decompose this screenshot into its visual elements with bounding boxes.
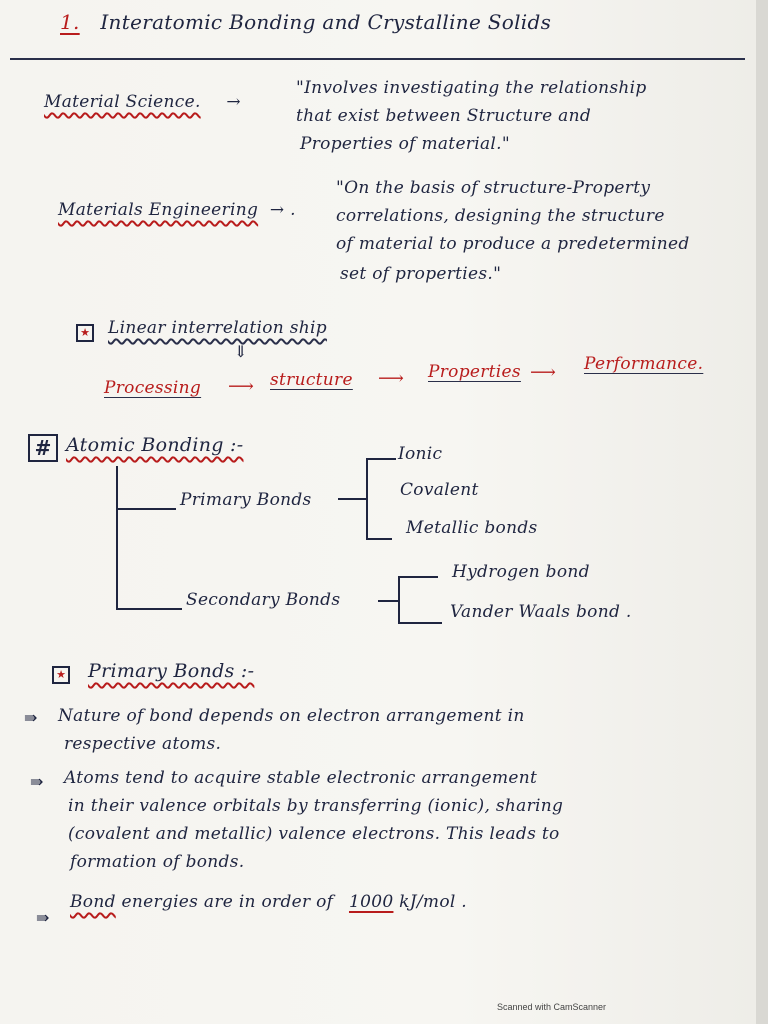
chain-item <box>104 378 201 398</box>
chain-arrow-icon: ⟶ <box>228 376 254 397</box>
bracket-tick <box>366 458 396 460</box>
point-line: formation of bonds. <box>70 852 245 872</box>
primary-item: Metallic bonds <box>406 518 538 538</box>
term-arrow: → <box>226 92 241 112</box>
bullet-arrow-icon: ⇛ <box>30 772 44 791</box>
definition-line: correlations, designing the structure <box>336 206 665 226</box>
point-line: in their valence orbitals by transferring (ionic), sharing <box>68 796 564 816</box>
primary-bracket <box>366 458 368 540</box>
term-materials-engineering <box>58 200 296 220</box>
chain-arrow-icon: ⟶ <box>530 362 556 383</box>
title-divider <box>10 58 745 60</box>
bracket-tick <box>366 538 392 540</box>
scanner-watermark: Scanned with CamScanner <box>497 1002 607 1012</box>
chain-item <box>584 354 703 374</box>
bond-energy-line <box>70 892 467 912</box>
bond-energy-prefix: Bond <box>70 892 116 912</box>
secondary-bracket <box>398 576 400 624</box>
term-material-science <box>44 92 241 112</box>
bond-energy-unit: kJ/mol . <box>399 892 468 912</box>
chain-arrow-icon: ⟶ <box>378 368 404 389</box>
chain-structure: structure <box>270 370 353 390</box>
term-label: Material Science. <box>44 92 201 112</box>
chain-item <box>428 362 521 382</box>
linear-heading: Linear interrelation ship <box>108 318 327 338</box>
bond-energy-text: energies are in order of <box>121 892 334 912</box>
title-text: Interatomic Bonding and Crystalline Solids <box>100 10 552 34</box>
bullet-arrow-icon: ⇛ <box>36 908 50 927</box>
star-box-icon: ★ <box>76 324 94 342</box>
definition-line: "On the basis of structure-Property <box>336 178 651 198</box>
definition-line: Properties of material." <box>300 134 510 154</box>
secondary-connector <box>378 600 398 602</box>
primary-item: Covalent <box>400 480 479 500</box>
point-line: Nature of bond depends on electron arrangement in <box>58 706 525 726</box>
term-arrow: → . <box>269 200 296 220</box>
secondary-bonds-label: Secondary Bonds <box>186 590 341 610</box>
secondary-item: Vander Waals bond . <box>450 602 632 622</box>
primary-item: Ionic <box>398 444 443 464</box>
primary-connector <box>338 498 366 500</box>
term-label: Materials Engineering <box>58 200 259 220</box>
page-edge <box>756 0 768 1024</box>
definition-line: of material to produce a predetermined <box>336 234 690 254</box>
primary-bonds-heading-text: Primary Bonds :- <box>88 660 255 682</box>
point-line: Atoms tend to acquire stable electronic arrangement <box>64 768 538 788</box>
chain-performance: Performance. <box>584 354 704 374</box>
bracket-tick <box>398 622 442 624</box>
primary-bonds-label: Primary Bonds <box>180 490 312 510</box>
chain-item <box>270 370 353 390</box>
tree-branch-primary <box>116 508 176 510</box>
point-line: (covalent and metallic) valence electrons. This leads to <box>68 824 560 844</box>
definition-line: "Involves investigating the relationship <box>296 78 647 98</box>
secondary-item: Hydrogen bond <box>452 562 590 582</box>
primary-bonds-heading <box>88 660 254 682</box>
tree-branch-secondary <box>116 608 182 610</box>
hash-box-icon: # <box>28 434 58 462</box>
bond-energy-value: 1000 <box>348 892 394 912</box>
title-number: 1. <box>60 10 80 34</box>
atomic-heading <box>66 434 243 456</box>
definition-line: set of properties." <box>340 264 502 284</box>
point-line: respective atoms. <box>64 734 222 754</box>
tree-trunk <box>116 466 118 610</box>
bullet-arrow-icon: ⇛ <box>24 708 38 727</box>
page-title <box>60 10 551 34</box>
definition-line: that exist between Structure and <box>296 106 592 126</box>
chain-properties: Properties <box>428 362 521 382</box>
atomic-heading-text: Atomic Bonding :- <box>66 434 244 456</box>
bracket-tick <box>398 576 438 578</box>
chain-processing: Processing <box>104 378 202 398</box>
down-arrow-icon: ⇓ <box>234 342 248 361</box>
star-box-icon: ★ <box>52 666 70 684</box>
